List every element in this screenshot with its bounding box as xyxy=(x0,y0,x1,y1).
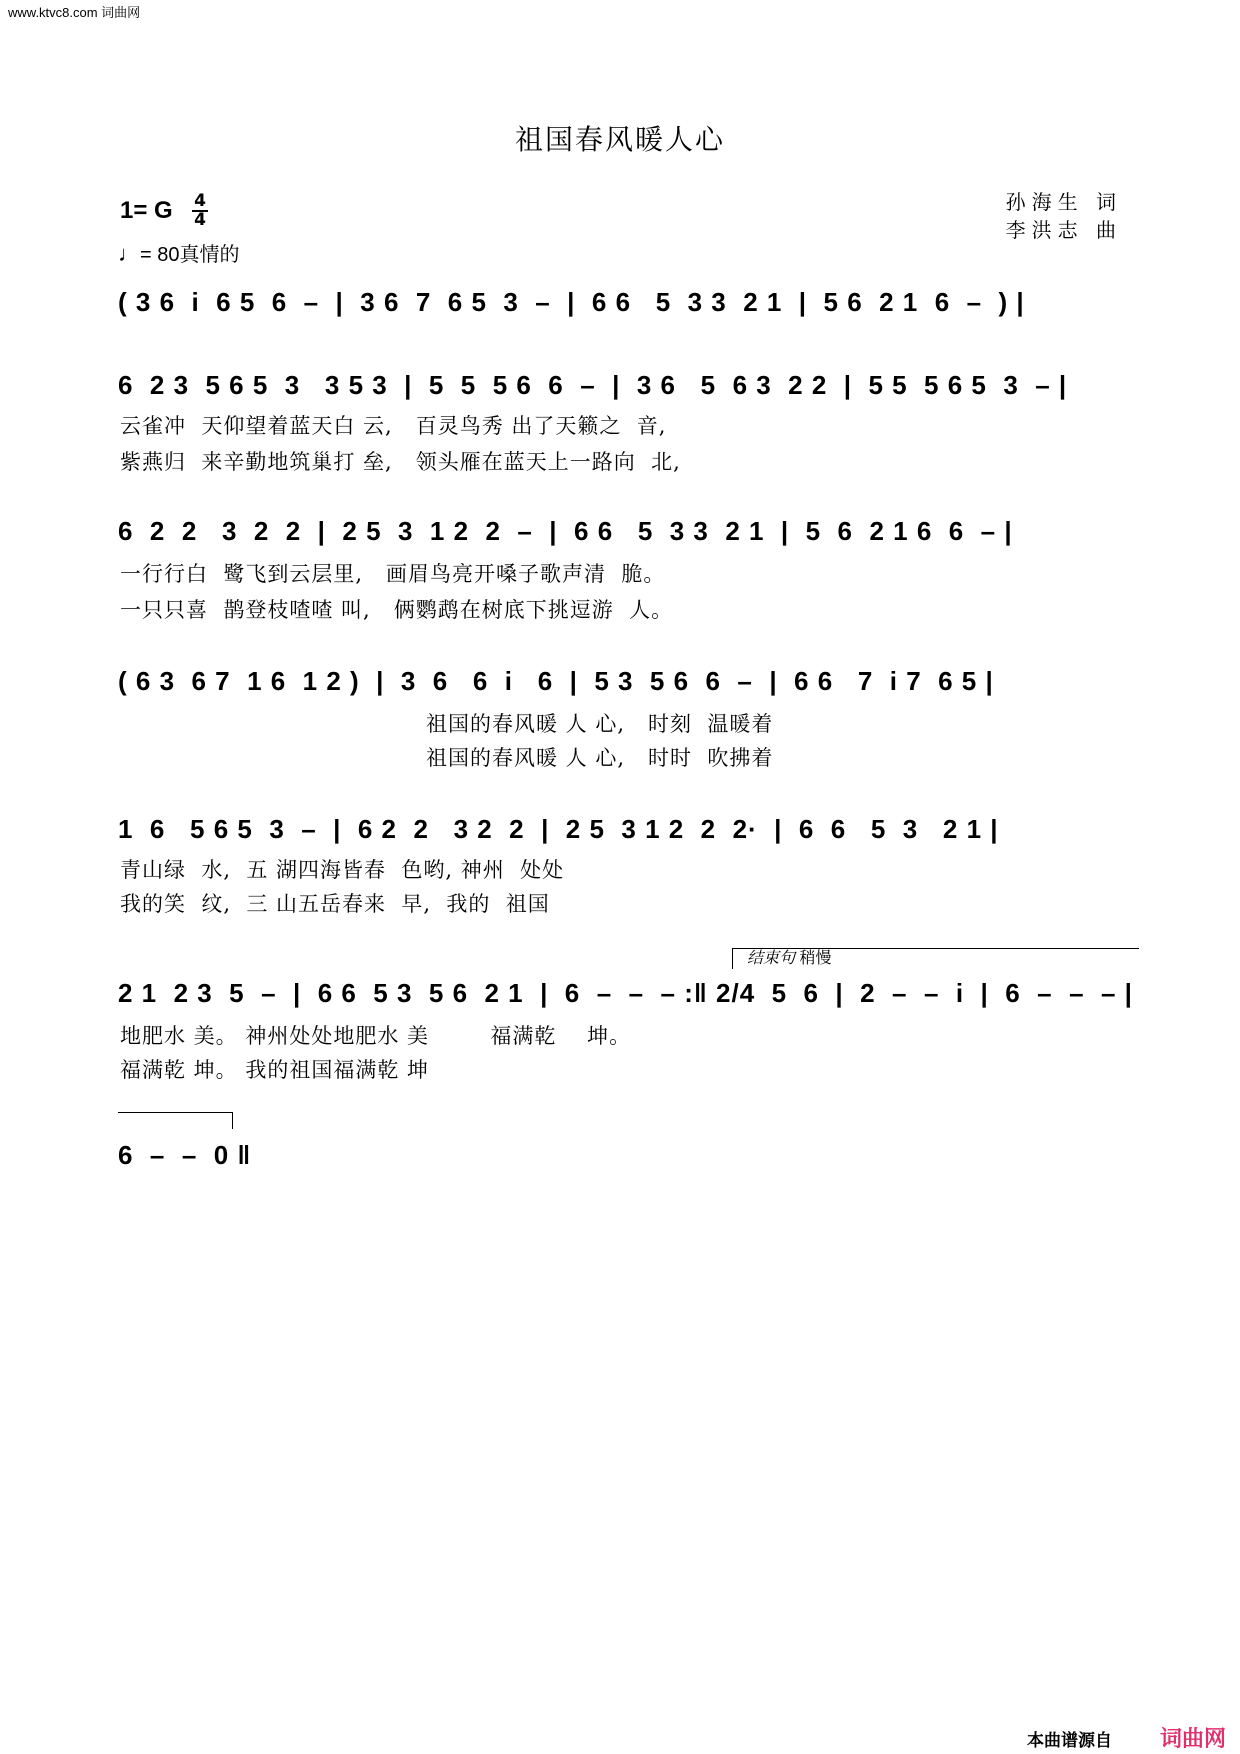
notation-row-1: ( 3 6 i 6 5 6 – | 3 6 7 6 5 3 – | 6 6 5 3 3 2 1 | 5 6 2 1 6 – ) | xyxy=(118,287,1025,317)
ending-label: 结束句 xyxy=(747,950,796,967)
time-top: 4 xyxy=(194,191,206,211)
time-bottom: 4 xyxy=(194,210,206,230)
key-signature: 1= G xyxy=(120,197,173,224)
lyricist: 孙海生 词 xyxy=(1005,190,1122,214)
tempo-marking xyxy=(118,238,239,267)
lyrics-row-6-verse-2: 福满乾 坤。 我的祖国福满乾 坤 xyxy=(120,1058,430,1082)
notation-row-6: 2 1 2 3 5 – | 6 6 5 3 5 6 2 1 | 6 – – – :‖ 2/4 5 6 | 2 – – i | 6 – – – | xyxy=(118,978,1133,1008)
lyrics-row-4-verse-1: 祖国的春风暖 人 心, 时刻 温暖着 xyxy=(426,712,774,736)
composer: 李洪志 曲 xyxy=(1005,218,1122,242)
ending-bracket xyxy=(732,948,1139,969)
lyrics-row-4-verse-2: 祖国的春风暖 人 心, 时时 吹拂着 xyxy=(426,746,774,770)
song-title: 祖国春风暖人心 xyxy=(514,123,725,156)
lyrics-row-5-verse-1: 青山绿 水, 五 湖四海皆春 色哟, 神州 处处 xyxy=(120,858,565,882)
lyrics-row-3-verse-2: 一只只喜 鹊登枝喳喳 叫, 俩鹦鹉在树底下挑逗游 人。 xyxy=(120,598,674,622)
ending-tempo: 稍慢 xyxy=(799,950,832,967)
notation-row-7: 6 – – 0 ‖ xyxy=(118,1140,252,1170)
lyrics-row-3-verse-1: 一行行白 鹭飞到云层里, 画眉鸟亮开嗓子歌声清 脆。 xyxy=(120,562,666,586)
ending-bracket-continuation xyxy=(118,1112,233,1129)
time-signature xyxy=(192,193,208,229)
quarter-note-icon: ♩ xyxy=(118,241,140,266)
tempo-text: = 80真情的 xyxy=(140,244,240,266)
notation-row-2: 6 2 3 5 6 5 3 3 5 3 | 5 5 5 6 6 – | 3 6 5 6 3 2 2 | 5 5 5 6 5 3 – | xyxy=(118,370,1068,400)
lyrics-row-2-verse-2: 紫燕归 来辛勤地筑巢打 垒, 领头雁在蓝天上一路向 北, xyxy=(120,450,681,474)
lyrics-row-5-verse-2: 我的笑 纹, 三 山五岳春来 早, 我的 祖国 xyxy=(120,892,550,916)
lyrics-row-6-verse-1: 地肥水 美。 神州处处地肥水 美 福满乾 坤。 xyxy=(120,1024,632,1048)
lyrics-row-2-verse-1: 云雀冲 天仰望着蓝天白 云, 百灵鸟秀 出了天籁之 音, xyxy=(120,414,667,438)
notation-row-4: ( 6 3 6 7 1 6 1 2 ) | 3 6 6 i 6 | 5 3 5 6 6 – | 6 6 7 i 7 6 5 | xyxy=(118,666,994,696)
source-text: 本曲谱源自 xyxy=(1027,1731,1112,1751)
notation-row-5: 1 6 5 6 5 3 – | 6 2 2 3 2 2 | 2 5 3 1 2 2 2· | 6 6 5 3 2 1 | xyxy=(118,814,999,844)
site-url: www.ktvc8.com 词曲网 xyxy=(8,5,141,20)
site-logo: 词曲网 xyxy=(1159,1727,1226,1752)
notation-row-3: 6 2 2 3 2 2 | 2 5 3 1 2 2 – | 6 6 5 3 3 2 1 | 5 6 2 1 6 6 – | xyxy=(118,516,1013,546)
